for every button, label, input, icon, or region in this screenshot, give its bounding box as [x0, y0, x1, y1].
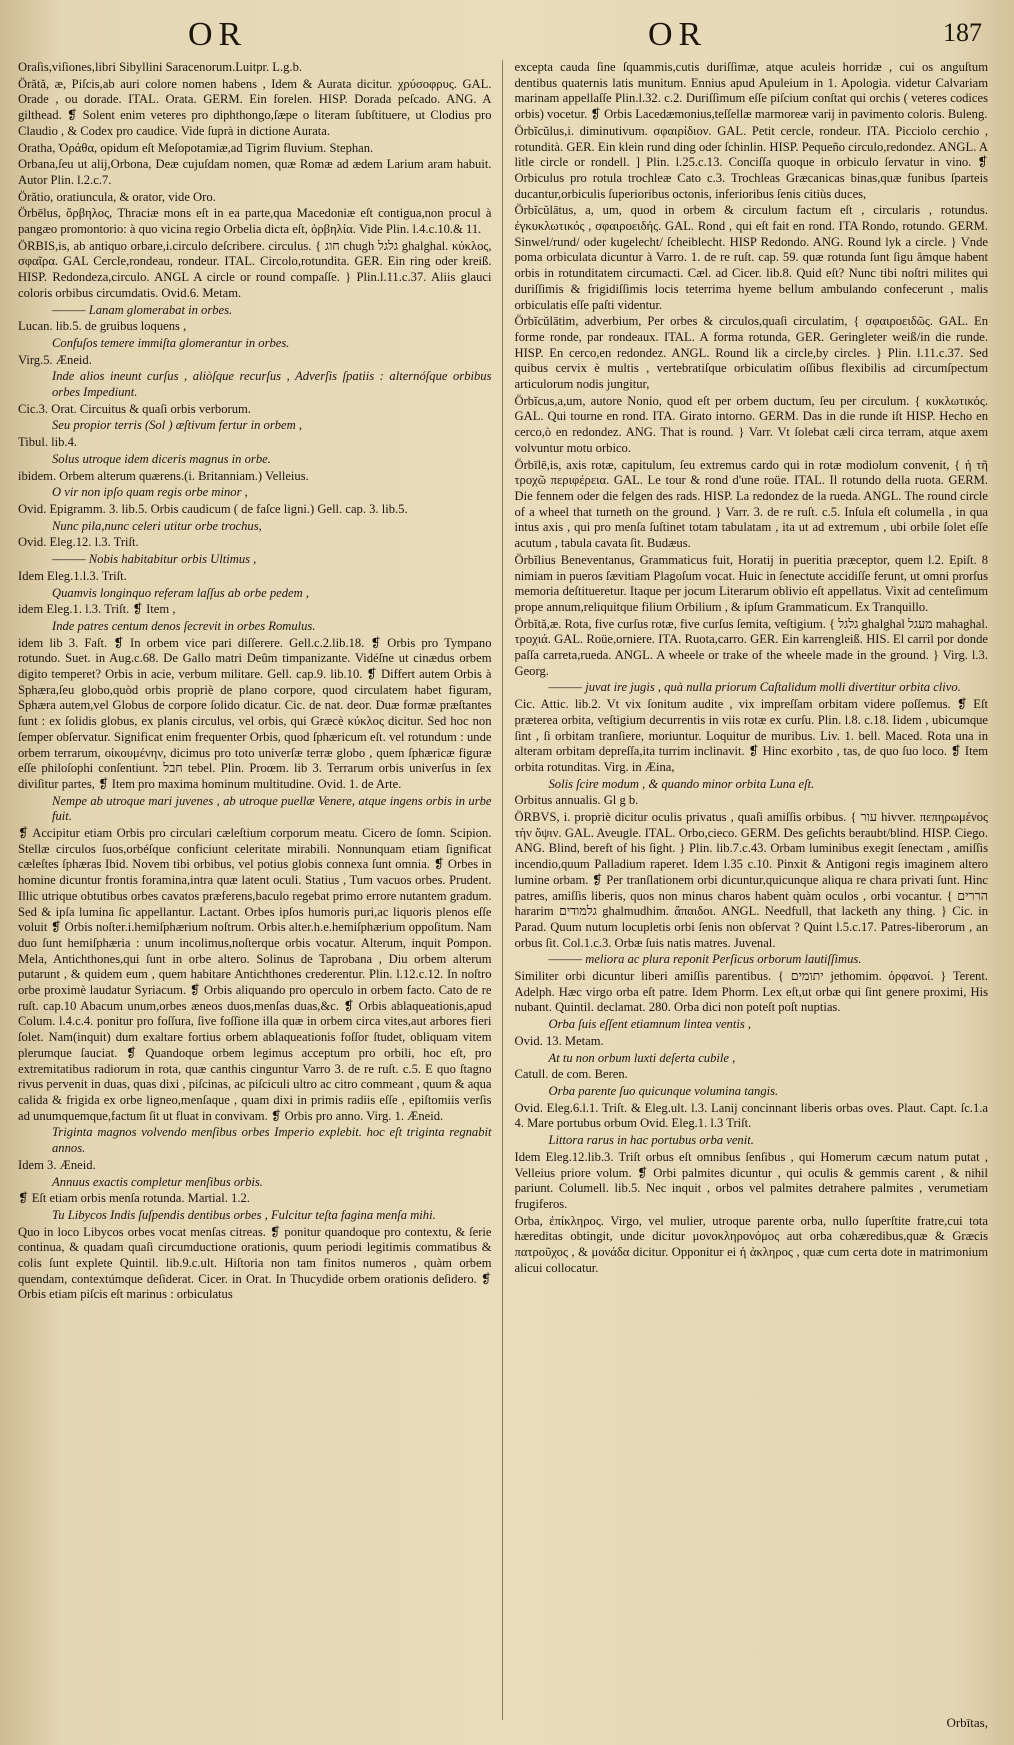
dictionary-entry: Örătă, æ, Piſcis,ab auri colore nomen habens , Idem & Aurata dicitur. χρύσοφρυς. GAL. Orade , ou dorade. ITAL. Orata. GERM. Ein forelen. HISP. Dorada peſcado. ANG. A gilthead. ❡ Solent enim veteres pro diphthongo,ſæpe o literam ſubſtituere, ut Clodius pro Claudio , & Codex pro caudice. Vide ſuprà in dictione Aurata.: [18, 76, 492, 138]
catchword: Orbītas,: [946, 1715, 988, 1730]
dictionary-entry: Oratha, Ὀράθα, opidum eſt Meſopotamiæ,ad Tigrim fluvium. Stephan.: [18, 140, 374, 155]
quotation-line: Quamvis longinquo referam laſſus ab orbe pedem ,: [52, 585, 309, 600]
quotation-line: Confuſos temere immiſta glomerantur in orbes.: [52, 335, 290, 350]
quotation-line: ——— meliora ac plura reponit Perſicus orborum lautiſſimus.: [548, 952, 862, 967]
dictionary-entry: Oraſis,viſiones,libri Sibyllini Saracenorum.Luitpr. L.g.b.: [18, 60, 303, 74]
right-column: [515, 60, 989, 1720]
left-column: [18, 60, 503, 1720]
dictionary-entry: Quo in loco Libycos orbes vocat menſas citreas. ❡ ponitur quandoque pro contextu, & ſerie continua, & quadam quaſi circumductione orationis, quum periodi legitimis commatibus & colis ſunt explete Quintil. lib.9.c.ult. Hiſtoria non tam finitos numeros , quàm orbem quendam, contextúmque deſiderat. Cicer. in Orat. In Thucydide orbem orationis deſidero. ❡ Orbis etiam piſcis eſt marinus : orbiculatus: [18, 1224, 492, 1302]
dictionary-entry: Örătio, oratiuncula, & orator, vide Oro.: [18, 189, 216, 204]
quotation-line: Seu propior terris (Sol ) æſtivum fertur in orbem ,: [52, 418, 302, 433]
quotation-line: ——— Nobis habitabitur orbis Ultimus ,: [52, 552, 257, 567]
dictionary-entry: ÖRBVS, i. propriè dicitur oculis privatus , quaſi amiſſis orbibus. { עור hivver. πεπηρωμένος τὴν ὄψιν. GAL. Aveugle. ITAL. Orbo,cieco. GERM. Des geſichts beraubt/blind. HISP. Ciego. ANG. Blind, bereft of his ſight. } Plin. lib.7.c.43. Orbam luminibus exegit ſenectam , amiſſis incendio,quum Palladium raperet. Idem l.35 c.10. Pinxit & Antigoni regis imaginem altero lumine orbam. ❡ Per tranſlationem orbi dicuntur,quicunque aliqua re chara privati ſunt. Hinc patres, amiſſis liberis, quos non minus charos habent quàm oculos , orbi vocantur. { הררים hararim גלמודים ghalmudhim. ἄπαιδοι. ANGL. Needfull, that lacketh any thing. } Cic. in Parad. Quum nutum locupletis orbi ſenis non obſervat ? Quint l.5.c.17. Patres-liberorum , an orbus ſit. Col.1.c.3. Orbæ ſuis natis matres. Juvenal.: [514, 810, 988, 950]
dictionary-entry: Ovid. Eleg.6.l.1. Triſt. & Eleg.ult. l.3. Lanij concinnant liberis orbas oves. Plaut. Capt. ſc.1.a 4. Mare portubus orbum Ovid. Eleg.1. l.3 Triſt.: [514, 1100, 988, 1131]
header-left-word: OR: [188, 16, 248, 53]
quotation-line: Nunc pila,nunc celeri utitur orbe trochus,: [52, 518, 262, 533]
dictionary-entry: idem lib 3. Faſt. ❡ In orbem vice pari diſſerere. Gell.c.2.lib.18. ❡ Orbis pro Tympano rotundo. Suet. in Aug.c.68. De Gallo matri Deûm timpanizante. Vidéſne ut cinædus orbem digito temperet? Orbis in acie, verbum militare. Gell. cap.9. lib.10. ❡ Differt autem Orbis à Sphæra,ſeu globo,quòd orbis propriè de plano corpore, quod circulatem habet figuram, Sphæra autem,vel Globus de corpore ſolido dicatur. Cic. de nat. deor. Duæ formæ præſtantes ſunt : ex ſolidis globus, ex planis circulus, vel orbis, qui Græcè κύκλος dicitur. Sed hoc non ſemper obſervatur. Significat enim frequenter Orbis, quod ſphæricum eſt. vel rotundum : unde orbem terrarum, οἰκουμένην, dicimus pro toto univerſæ terræ globo , quem ſphæricæ figuræ eſſe philoſophi conſentiunt. חבל tebel. Plin. Proœm. lib 3. Terrarum orbis univerſus in ſex diviſitur partes, ❡ Item pro maxima hominum multitudine. Ovid. 1. de Arte.: [18, 635, 492, 791]
quotation-line: Orba parente ſuo quicunque volumina tangis.: [548, 1084, 779, 1098]
dictionary-entry: Örbĭcus,a,um, autore Nonio, quod eſt per orbem ductum, ſeu per circulum. { κυκλωτικός. GAL. Qui tourne en rond. ITA. Girato intorno. GERM. Das in die runde iſt HISP. Hecho en cerco,ò en redondez. ANG. That is round. } Varr. Vt ſolebat cæli circa terram, atque axem volvuntur motu orbico.: [514, 393, 988, 455]
dictionary-entry: Ovid. 13. Metam.: [514, 1033, 604, 1048]
dictionary-entry: Örbīlē,is, axis rotæ, capitulum, ſeu extremus cardo qui in rotæ modiolum convenit, { ἡ τῆ τροχῶ περιφέρεια. GAL. Le tour & rond d'une roüe. ITAL. Il rotundo della ruota. GERM. Die fennem oder die felgen des rads. HISP. La redondez de la rueda. ANGL. The round circle of a wheel that turneth on the ground. } Varr. 3. de re ruſt. c.5. Inſula eſt columella , in qua intus axis , qui pro menſa ſuſtinet totam tabulatam , ita ut ad extremum , ubi orbile ſolet eſſe acutum , tabula cavata ſit. Budæus.: [514, 457, 988, 551]
dictionary-entry: ibidem. Orbem alterum quærens.(i. Britanniam.) Velleius.: [18, 468, 309, 483]
dictionary-entry: Örbĭcŭlātim, adverbium, Per orbes & circulos,quaſi circulatim, { σφαιροειδῶς. GAL. En forme ronde, par rondeaux. ITAL. A forma rotunda, GER. Geringleter weiß/in die runde. HISP. En cerco,en redondez. ANGL. Round lik a circle,by circles. } Plin. l.11.c.37. Sed quibus cervix è multis , vertebratiſque orbiculatim oſſibus flexibilis ad circumſpectum articulorum nodis jungitur,: [514, 314, 988, 392]
dictionary-entry: Cic. Attic. lib.2. Vt vix ſonitum audite , vix impreſſam orbitam videre poſſemus. ❡ Eſt præterea orbita, veſtigium decurrentis in viis rotæ ex curſu. Plin. l.8. c.18. Iidem , ubicumque ſint , ſi orbitam tranſiere, moriuntur. Loquitur de muribus. Liv. 1. bell. Maced. Rota una in alteram orbitam depreſſa,ita turrim inclinavit. ❡ Hinc exorbito , tas, de quo ſuo loco. ❡ Item orbita rotunditas. Virg. in Æina,: [514, 697, 988, 774]
dictionary-entry: Örbĭcŭlus,i. diminutivum. σφαιρίδιον. GAL. Petit cercle, rondeur. ITA. Picciolo cerchio , rotundità. GER. Ein klein rund ding oder ſchinlin. HISP. Pequeño circulo,redondez. ANGL. A litle circle or rondell. ] Plin. l.25.c.13. Conciſſa quoque in orbiculo ſervatur in vino. ❡ Orbiculus pro rotula trochleæ Cato c.3. Trochleas Græcanicas binas,quæ funibus ſparteis ducantur,orbiculis ſuperioribus octonis, inferioribus ſenis citiùs duces,: [514, 123, 988, 201]
dictionary-entry: Ovid. Eleg.12. l.3. Triſt.: [18, 535, 139, 550]
dictionary-entry: Ovid. Epigramm. 3. lib.5. Orbis caudicum ( de faſce ligni.) Gell. cap. 3. lib.5.: [18, 501, 408, 516]
dictionary-entry: excepta cauda ſine ſquammis,cutis duriſſimæ, atque aculeis horridæ , cui os anguſtum dentibus quaternis latis munitum. Ennius apud Apuleium in 1. Apologia. videtur Calvariam marinam appellaſſe Plin.l.32. c.2. Duriſſimum eſſe piſcium conſtat qui orchis ( veteres codices orbis) vocetur. ❡ Orbis Lacedæmonius,teſſellæ marmoreæ varij in pavimento coloris. Buleng.: [514, 60, 988, 122]
header-right-word: OR: [648, 16, 708, 53]
dictionary-entry: Orbana,ſeu ut alij,Orbona, Deæ cujuſdam nomen, quæ Romæ ad ædem Larium aram habuit. Autor Plin. l.2.c.7.: [18, 157, 492, 187]
text-columns: [18, 60, 988, 1720]
dictionary-entry: Orbitus annualis. Gl g b.: [514, 793, 639, 808]
quotation-line: Inde patres centum denos ſecrevit in orbes Romulus.: [52, 618, 316, 633]
dictionary-entry: Idem Eleg.12.lib.3. Triſt orbus eſt omnibus ſenſibus , qui Homerum cæcum natum putat , Velleius priore volum. ❡ Orbi palmites dicuntur , qui oculis & gemmis carent , & nihil pariunt. Columell. lib.5. Nec inquit , orbos vel palmites detrahere palmites , verumetiam frugiferos.: [514, 1149, 988, 1211]
quotation-line: Orba ſuis eſſent etiamnum lintea ventis ,: [548, 1017, 752, 1032]
dictionary-entry: Cic.3. Orat. Circuitus & quaſi orbis verborum.: [18, 401, 251, 416]
quotation-line: Nempe ab utroque mari juvenes , ab utroque puellæ Venere, atque ingens orbis in urbe fuit.: [52, 793, 492, 824]
quotation-line: Solus utroque idem diceris magnus in orbe.: [52, 451, 271, 466]
quotation-line: Solis ſcire modum , & quando minor orbita Luna eſt.: [548, 776, 815, 791]
quotation-line: Tu Libycos Indis ſuſpendis dentibus orbes , Fulcitur teſta fagina menſa mihi.: [52, 1207, 436, 1222]
dictionary-entry: Catull. de com. Beren.: [514, 1067, 628, 1082]
dictionary-entry: Idem 3. Æneid.: [18, 1157, 96, 1172]
quotation-line: Triginta magnos volvendo menſibus orbes Imperio explebit. hoc eſt triginta regnabit annos.: [52, 1125, 492, 1156]
dictionary-entry: Tibul. lib.4.: [18, 435, 78, 450]
dictionary-entry: ❡ Accipitur etiam Orbis pro circulari cæleſtium corporum meatu. Cicero de ſomn. Scipion. Stellæ circulos ſuos,orbéſque conficiunt celeritate mirabili. Nonnunquam etiam ſignificat cæleſtes ſphæras Ibid. Novem tibi orbibus, vel potius globis connexa ſunt omnia. ❡ Orbes in homine dicuntur frontis foramina,intra quæ latent oculi. Statius , Tum vacuos orbes. Prudent. Illic utrique obtutibus orbes cavatos præferens,baculo regebat primo errore nutantem gradum. Sed & ipſa lumina ſic appellantur. Lactant. Orbes ipſos humoris puri,ac liquoris plenos eſſe voluit ❡ Orbis noſter.i.hemiſphærium noſtrum. Orbis alter.h.e.hemiſphærium oppoſitum. Nam duo ſunt hemiſphæria : unum incolimus,noſterque orbis vocatur. Alterum, inquit Pompon. Mela, Antichthones,qui ſunt in orbe altero. Solinus de Taprobana , Diu orbem alterum putarunt , & quidem eum , quem habitare Antichthones crederentur. Plin. l.12.c.12. In noſtro orbe proximè laudatur Syriacum. ❡ Orbis aliquando pro operculo in orbem facto. Cato de re ruſt. cap.10 Abacum unum,orbes æneos duos,menſas duas,&c. ❡ Orbis ablaqueationis,apud Colum. l.4.c.4. ponitur pro foſſura, ſive foſſione illa quæ in orbem circa vites,aut arbores fieri ſolet. Nam(inquit) dum exaltare fortius orbem ablaqueationis foſſor ſtudet, obliquam vitem plerumque ſauciat. ❡ Quandoque orbem legimus acceptum pro orbili, hoc eſt, pro extremitatibus radiorum in rota, quæ canthis cinguntur Varro 3. de re ruſt. c.5. E quo ſtagno rivus pervenit in duas, quas dixi , piſcinas, ac piſciculi ultro ac citro commeant , quum & aqua calida & frigida ex orbe ligneo,menſaque , quam dixi in primis radiis eſſe , epiſtomiis verſis ad unumquemque,factum ſit ut fluat in convivam. ❡ Orbis pro anno. Virg. 1. Æneid.: [18, 826, 492, 1123]
dictionary-entry: Örbĭlius Beneventanus, Grammaticus fuit, Horatij in pueritia præceptor, quem l.2. Epiſt. 8 nimiam in pueros ſævitiam Plagoſum vocat. Huic in ſenectute accidiſſe ferunt, ut omni prorſus memoria deſtitueretur. Itaque per jocum Literarum oblivio eſt appellatus. Vixit ad centeſimum prope annum,reliquitque filium Orbilium , & ipſum Grammaticum. Ex Tranquillo.: [514, 552, 988, 614]
quotation-line: O vir non ipſo quam regis orbe minor ,: [52, 485, 248, 500]
dictionary-entry: ❡ Eſt etiam orbis menſa rotunda. Martial. 1.2.: [18, 1191, 250, 1206]
quotation-line: ——— juvat ire jugis , quà nulla priorum Caſtalidum molli divertitur orbita clivo.: [548, 680, 961, 695]
dictionary-entry: Örbĭtă,æ. Rota, five curſus rotæ, five curſus ſemita, veſtigium. { גלגל ghalghal מעגל mahaghal. τροχιά. GAL. Roüe,orniere. ITA. Ruota,carro. GER. Ein karrengleiß. HIS. El carril por donde paſſa carreta,rueda. ANGL. A wheele or trake of the wheele made in the ground. } Virg. l.3. Georg.: [514, 616, 988, 678]
page-number: 187: [943, 18, 982, 47]
quotation-line: Inde alios ineunt curſus , aliòſque recurſus , Adverſis ſpatiis : alternóſque orbibus orbes Impediunt.: [52, 369, 492, 400]
dictionary-entry: idem Eleg.1. l.3. Triſt. ❡ Item ,: [18, 602, 176, 617]
quotation-line: ——— Lanam glomerabat in orbes.: [52, 302, 233, 317]
dictionary-entry: Lucan. lib.5. de gruibus loquens ,: [18, 319, 187, 334]
running-header: [18, 14, 988, 56]
quotation-line: At tu non orbum luxti deſerta cubile ,: [548, 1050, 736, 1065]
dictionary-entry: Örbēlus, ὄρβηλος, Thraciæ mons eſt in ea parte,qua Macedoniæ eſt contigua,non procul à pangæo promontorio: à quo vicina regio Orbelia dicta eſt, ὀρβηλία. Vide Plin. l.4.c.10.& 11.: [18, 206, 492, 237]
dictionary-entry: Idem Eleg.1.l.3. Triſt.: [18, 568, 127, 583]
dictionary-entry: Örbĭcŭlātus, a, um, quod in orbem & circulum factum eſt , circularis , rotundus. ἐγκυκλωτικός , σφαιροειδής. GAL. Rond , qui eſt fait en rond. ITA Rondo, rotundo. GERM. Sinwel/rund/ oder kugelecht/ ſcheiblecht. HISP Redondo. ANG. Round lyk a circle. } Vnde poma orbiculata dicuntur à Varro. 1. de re ruſt. cap. 59. quæ rotunda ſunt ſigu âmque habent orbis in rotunditatem circumacti. Cæl. ad Cicer. lib.8. Quid eſt? Nunc tibi noſtri milites qui duriſſimis & frigidiſſimis locis teterrima hyeme bellum ambulando confecerunt , malis orbiculatis eſſe paſti videntur.: [514, 203, 988, 312]
quotation-line: Littora rarus in hac portubus orba venit.: [548, 1133, 754, 1148]
dictionary-entry: Orba, ἐπίκληρος. Virgo, vel mulier, utroque parente orba, nullo ſuperſtite fratre,cui tota hæreditas obtingit, unde dicitur μονοκληρονόμος aut orba cohæredibus,quæ & Græcis πατροῦχος , & μονάδα dicitur. Opponitur ei ἡ ἀκληρος , quæ cum certa dote in matrimonium alicui collocatur.: [514, 1213, 988, 1275]
dictionary-entry: Similiter orbi dicuntur liberi amiſſis parentibus. { יתומים jethomim. ὀρφανοί. } Terent. Adelph. Hæc virgo orba eſt patre. Idem Phorm. Lex eſt,ut orbæ qui ſint genere proximi, His nubant. Quintil. declamat. 280. Orba dici non poteſt poſt nuptias.: [514, 969, 988, 1015]
dictionary-entry: Virg.5. Æneid.: [18, 352, 92, 367]
quotation-line: Annuus exactis completur menſibus orbis.: [52, 1174, 263, 1189]
dictionary-entry: ÖRBIS,is, ab antiquo orbare,i.circulo deſcribere. circulus. { חוג chugh גלגל ghalghal. κύκλος, σφαῖρα. GAL Cercle,rondeau, rondeur. ITAL. Circolo,rotundita. GER. Ein ring oder kreiß. HISP. Redondeza,circulo. ANGL A circle or round compaſſe. } Plin.l.11.c.37. Aliis glauci coloris orbibus circumdatis. Ovid.6. Metam.: [18, 238, 492, 300]
